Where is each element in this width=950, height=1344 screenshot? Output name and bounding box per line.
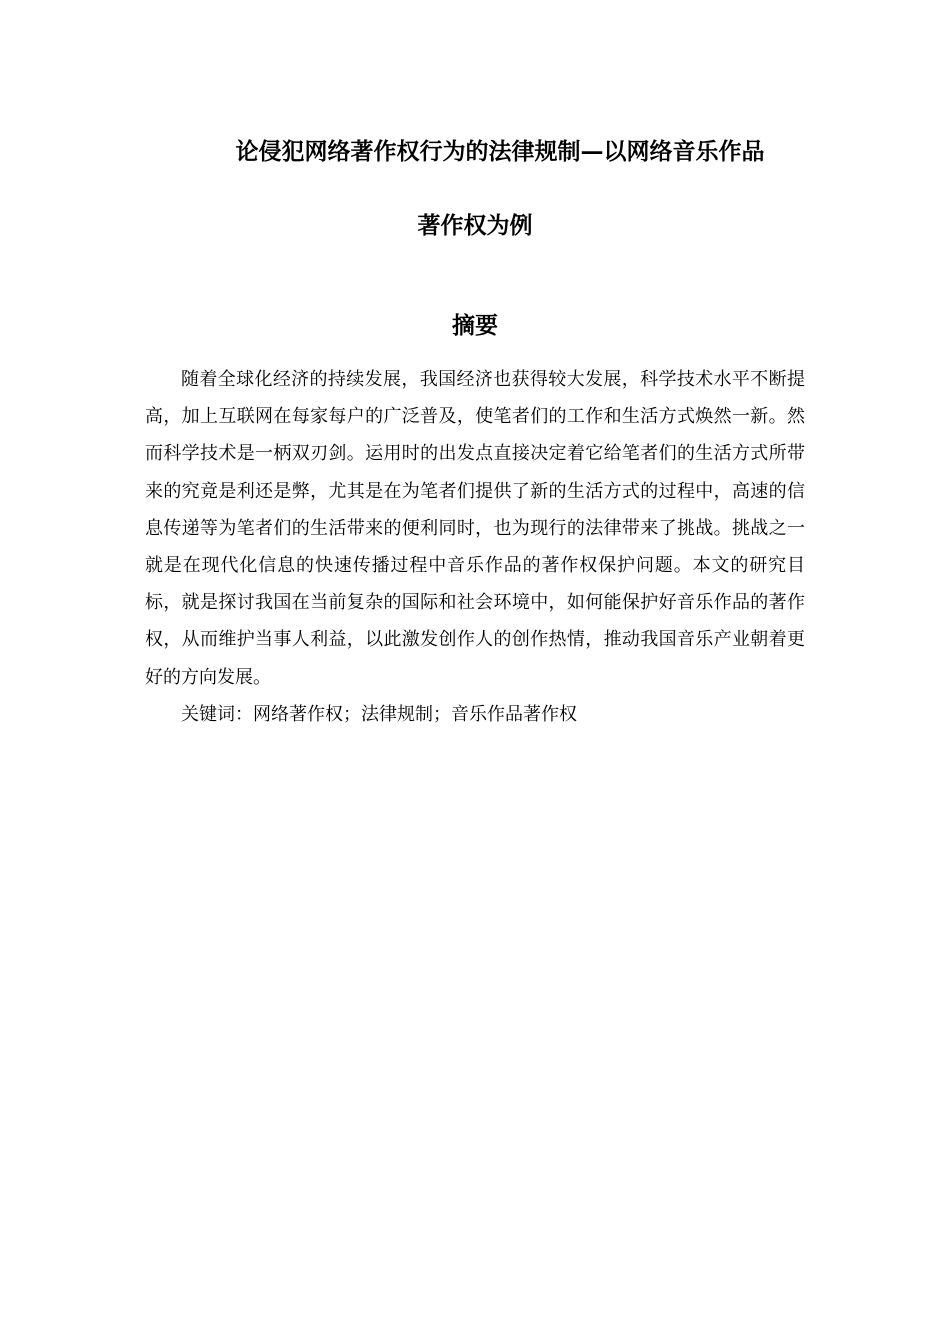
abstract-heading: 摘要: [452, 312, 498, 339]
title-line-2: 著作权为例: [417, 212, 533, 239]
keywords-line: 关键词：网络著作权；法律规制；音乐作品著作权: [181, 704, 577, 725]
title-line-1: 论侵犯网络著作权行为的法律规制—以网络音乐作品: [235, 138, 765, 165]
abstract-body: 随着全球化经济的持续发展，我国经济也获得较大发展，科学技术水平不断提高，加上互联网在每家每户的广泛普及，使笔者们的工作和生活方式焕然一新。然而科学技术是一柄双刃剑。运用时的出发点直接决定着它给笔者们的生活方式所带来的究竟是利还是弊，尤其是在为笔者们提供了新的生活方式的过程中，高速的信息传递等为笔者们的生活带来的便利同时，也为现行的法律带来了挑战。挑战之一就是在现代化信息的快速传播过程中音乐作品的著作权保护问题。本文的研究目标，就是探讨我国在当前复杂的国际和社会环境中，如何能保护好音乐作品的著作权，从而维护当事人利益，以此激发创作人的创作热情，推动我国音乐产业朝着更好的方向发展。: [145, 369, 805, 688]
